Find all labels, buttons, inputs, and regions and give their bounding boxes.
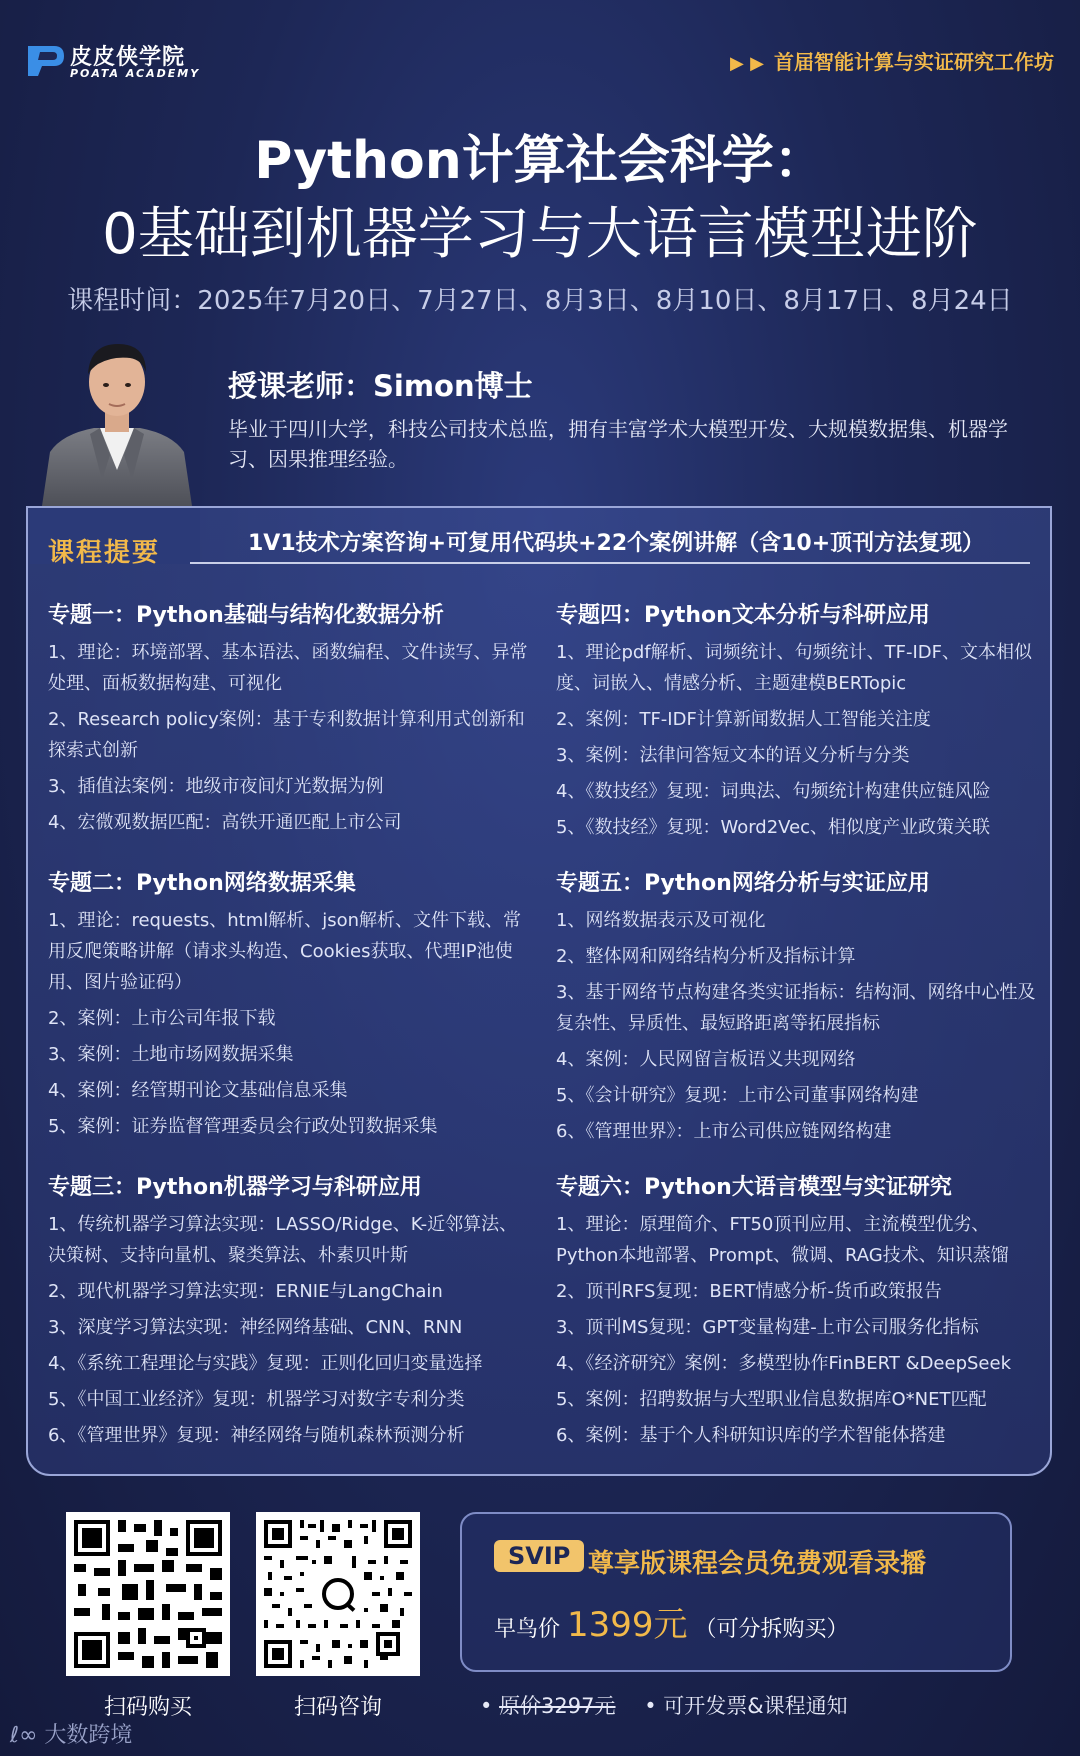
- topic-item: 4、《系统工程理论与实践》复现：正则化回归变量选择: [48, 1353, 483, 1374]
- topic-item: 3、插值法案例：地级市夜间灯光数据为例: [48, 776, 384, 797]
- workshop-title: [730, 46, 1054, 75]
- topic-item: 5、《中国工业经济》复现：机器学习对数字专利分类: [48, 1389, 465, 1410]
- topic-title: 专题一：Python基础与结构化数据分析: [48, 603, 444, 628]
- svip-offer-box: [460, 1512, 1012, 1672]
- topic-title: 专题四：Python文本分析与科研应用: [556, 603, 930, 628]
- teacher-bio: 毕业于四川大学，科技公司技术总监，拥有丰富学术大模型开发、大规模数据集、机器学习、因果推理经验。: [228, 417, 1008, 471]
- logo-text-cn: 皮皮侠学院: [70, 45, 186, 70]
- slogan-divider: [190, 562, 1030, 564]
- topic-item: 2、案例：上市公司年报下载: [48, 1008, 276, 1029]
- teacher-name: 授课老师：Simon博士: [228, 369, 533, 403]
- topic-item: 5、《数技经》复现：Word2Vec、相似度产业政策关联: [556, 817, 991, 838]
- watermark-logo-icon: ℓ∞: [10, 1723, 45, 1748]
- topic-2: [48, 866, 528, 1147]
- watermark: [10, 1718, 132, 1749]
- qr-code-consult[interactable]: [256, 1512, 420, 1676]
- topic-item: 3、顶刊MS复现：GPT变量构建-上市公司服务化指标: [556, 1317, 979, 1338]
- brand-logo: [26, 40, 226, 84]
- topic-item: 3、案例：土地市场网数据采集: [48, 1044, 294, 1065]
- topic-item: 2、现代机器学习算法实现：ERNIE与LangChain: [48, 1281, 443, 1302]
- purchase-notes: [480, 1690, 848, 1720]
- topic-item: 2、顶刊RFS复现：BERT情感分析-货币政策报告: [556, 1281, 942, 1302]
- outline-label: 课程提要: [48, 538, 161, 568]
- topic-item: 5、《会计研究》复现：上市公司董事网络构建: [556, 1085, 919, 1106]
- qr-buy-label: 扫码购买: [103, 1695, 192, 1720]
- workshop-label: 首届智能计算与实证研究工作坊: [774, 50, 1054, 74]
- topic-item: 6、案例：基于个人科研知识库的学术智能体搭建: [556, 1425, 946, 1446]
- installment-note: （可分拆购买）: [694, 1617, 849, 1642]
- qr-consult-label: 扫码咨询: [293, 1695, 382, 1720]
- course-dates: 课程时间：2025年7月20日、7月27日、8月3日、8月10日、8月17日、8月24日: [67, 286, 1013, 316]
- topic-item: 4、案例：经管期刊论文基础信息采集: [48, 1080, 348, 1101]
- early-bird-label: 早鸟价: [494, 1617, 561, 1642]
- topic-item: 3、案例：法律问答短文本的语义分析与分类: [556, 745, 910, 766]
- outline-slogan: 1V1技术方案咨询+可复用代码块+22个案例讲解（含10+顶刊方法复现）: [248, 531, 985, 556]
- bullet-invoice: • 可开发票&课程通知: [644, 1694, 848, 1718]
- original-price: 原价3297元: [499, 1694, 616, 1718]
- logo-text-en: POATA ACADEMY: [70, 67, 201, 80]
- topic-item: 6、《管理世界》：上市公司供应链网络构建: [556, 1121, 892, 1142]
- topic-item: 4、《数技经》复现：词典法、句频统计构建供应链风险: [556, 781, 991, 802]
- topic-4: [556, 598, 1036, 848]
- topic-title: 专题五：Python网络分析与实证应用: [556, 871, 930, 896]
- course-title-line1: Python计算社会科学：: [254, 131, 826, 191]
- topic-3: [48, 1170, 528, 1456]
- qr-code-icon: [66, 1512, 230, 1676]
- topic-title: 专题六：Python大语言模型与实证研究: [556, 1175, 952, 1200]
- course-title-line2: 0基础到机器学习与大语言模型进阶: [102, 202, 978, 267]
- topic-item: 1、理论：requests、html解析、json解析、文件下载、常用反爬策略讲解（请求头构造、Cookies获取、代理IP池使用、图片验证码）: [48, 910, 522, 993]
- topic-item: 4、案例：人民网留言板语义共现网络: [556, 1049, 856, 1070]
- qr-code-buy[interactable]: [66, 1512, 230, 1676]
- topic-title: 专题二：Python网络数据采集: [48, 871, 356, 896]
- topic-item: 1、网络数据表示及可视化: [556, 910, 766, 931]
- watermark-text: 大数跨境: [44, 1723, 133, 1748]
- topic-item: 4、宏微观数据匹配：高铁开通匹配上市公司: [48, 812, 402, 833]
- logo-mark-icon: [26, 42, 66, 78]
- topic-6: [556, 1170, 1036, 1456]
- teacher-portrait: [42, 330, 192, 506]
- topic-item: 2、整体网和网络结构分析及指标计算: [556, 946, 856, 967]
- topic-item: 3、深度学习算法实现：神经网络基础、CNN、RNN: [48, 1317, 463, 1338]
- bullet-original-price: • 原价3297元: [480, 1694, 616, 1718]
- svip-title: 尊享版课程会员免费观看录播: [588, 1549, 927, 1579]
- qr-code-icon: [256, 1512, 420, 1676]
- price-value: 1399元: [567, 1605, 688, 1645]
- topic-item: 1、理论：环境部署、基本语法、函数编程、文件读写、异常处理、面板数据构建、可视化: [48, 642, 528, 694]
- topic-item: 1、理论：原理简介、FT50顶刊应用、主流模型优劣、Python本地部署、Prompt、微调、RAG技术、知识蒸馏: [556, 1214, 1009, 1266]
- topic-item: 4、《经济研究》案例：多模型协作FinBERT &DeepSeek: [556, 1353, 1012, 1374]
- topic-item: 1、理论pdf解析、词频统计、句频统计、TF-IDF、文本相似度、词嵌入、情感分析、主题建模BERTopic: [556, 642, 1033, 694]
- topic-1: [48, 598, 528, 843]
- topic-item: 2、Research policy案例：基于专利数据计算利用式创新和探索式创新: [48, 709, 525, 761]
- topic-item: 6、《管理世界》复现：神经网络与随机森林预测分析: [48, 1425, 465, 1446]
- play-arrow-icon: ▶ ▶: [730, 53, 764, 74]
- topic-item: 1、传统机器学习算法实现：LASSO/Ridge、K-近邻算法、决策树、支持向量机、聚类算法、朴素贝叶斯: [48, 1214, 518, 1266]
- invoice-note: 可开发票&课程通知: [663, 1694, 848, 1718]
- early-bird-price: [494, 1597, 849, 1646]
- topic-title: 专题三：Python机器学习与科研应用: [48, 1175, 422, 1200]
- topic-item: 2、案例：TF-IDF计算新闻数据人工智能关注度: [556, 709, 931, 730]
- svip-badge: SVIP: [494, 1540, 584, 1572]
- topic-5: [556, 866, 1036, 1152]
- topic-item: 3、基于网络节点构建各类实证指标：结构洞、网络中心性及复杂性、异质性、最短路距离等拓展指标: [556, 982, 1036, 1034]
- topic-item: 5、案例：证券监督管理委员会行政处罚数据采集: [48, 1116, 438, 1137]
- topic-item: 5、案例：招聘数据与大型职业信息数据库O*NET匹配: [556, 1389, 987, 1410]
